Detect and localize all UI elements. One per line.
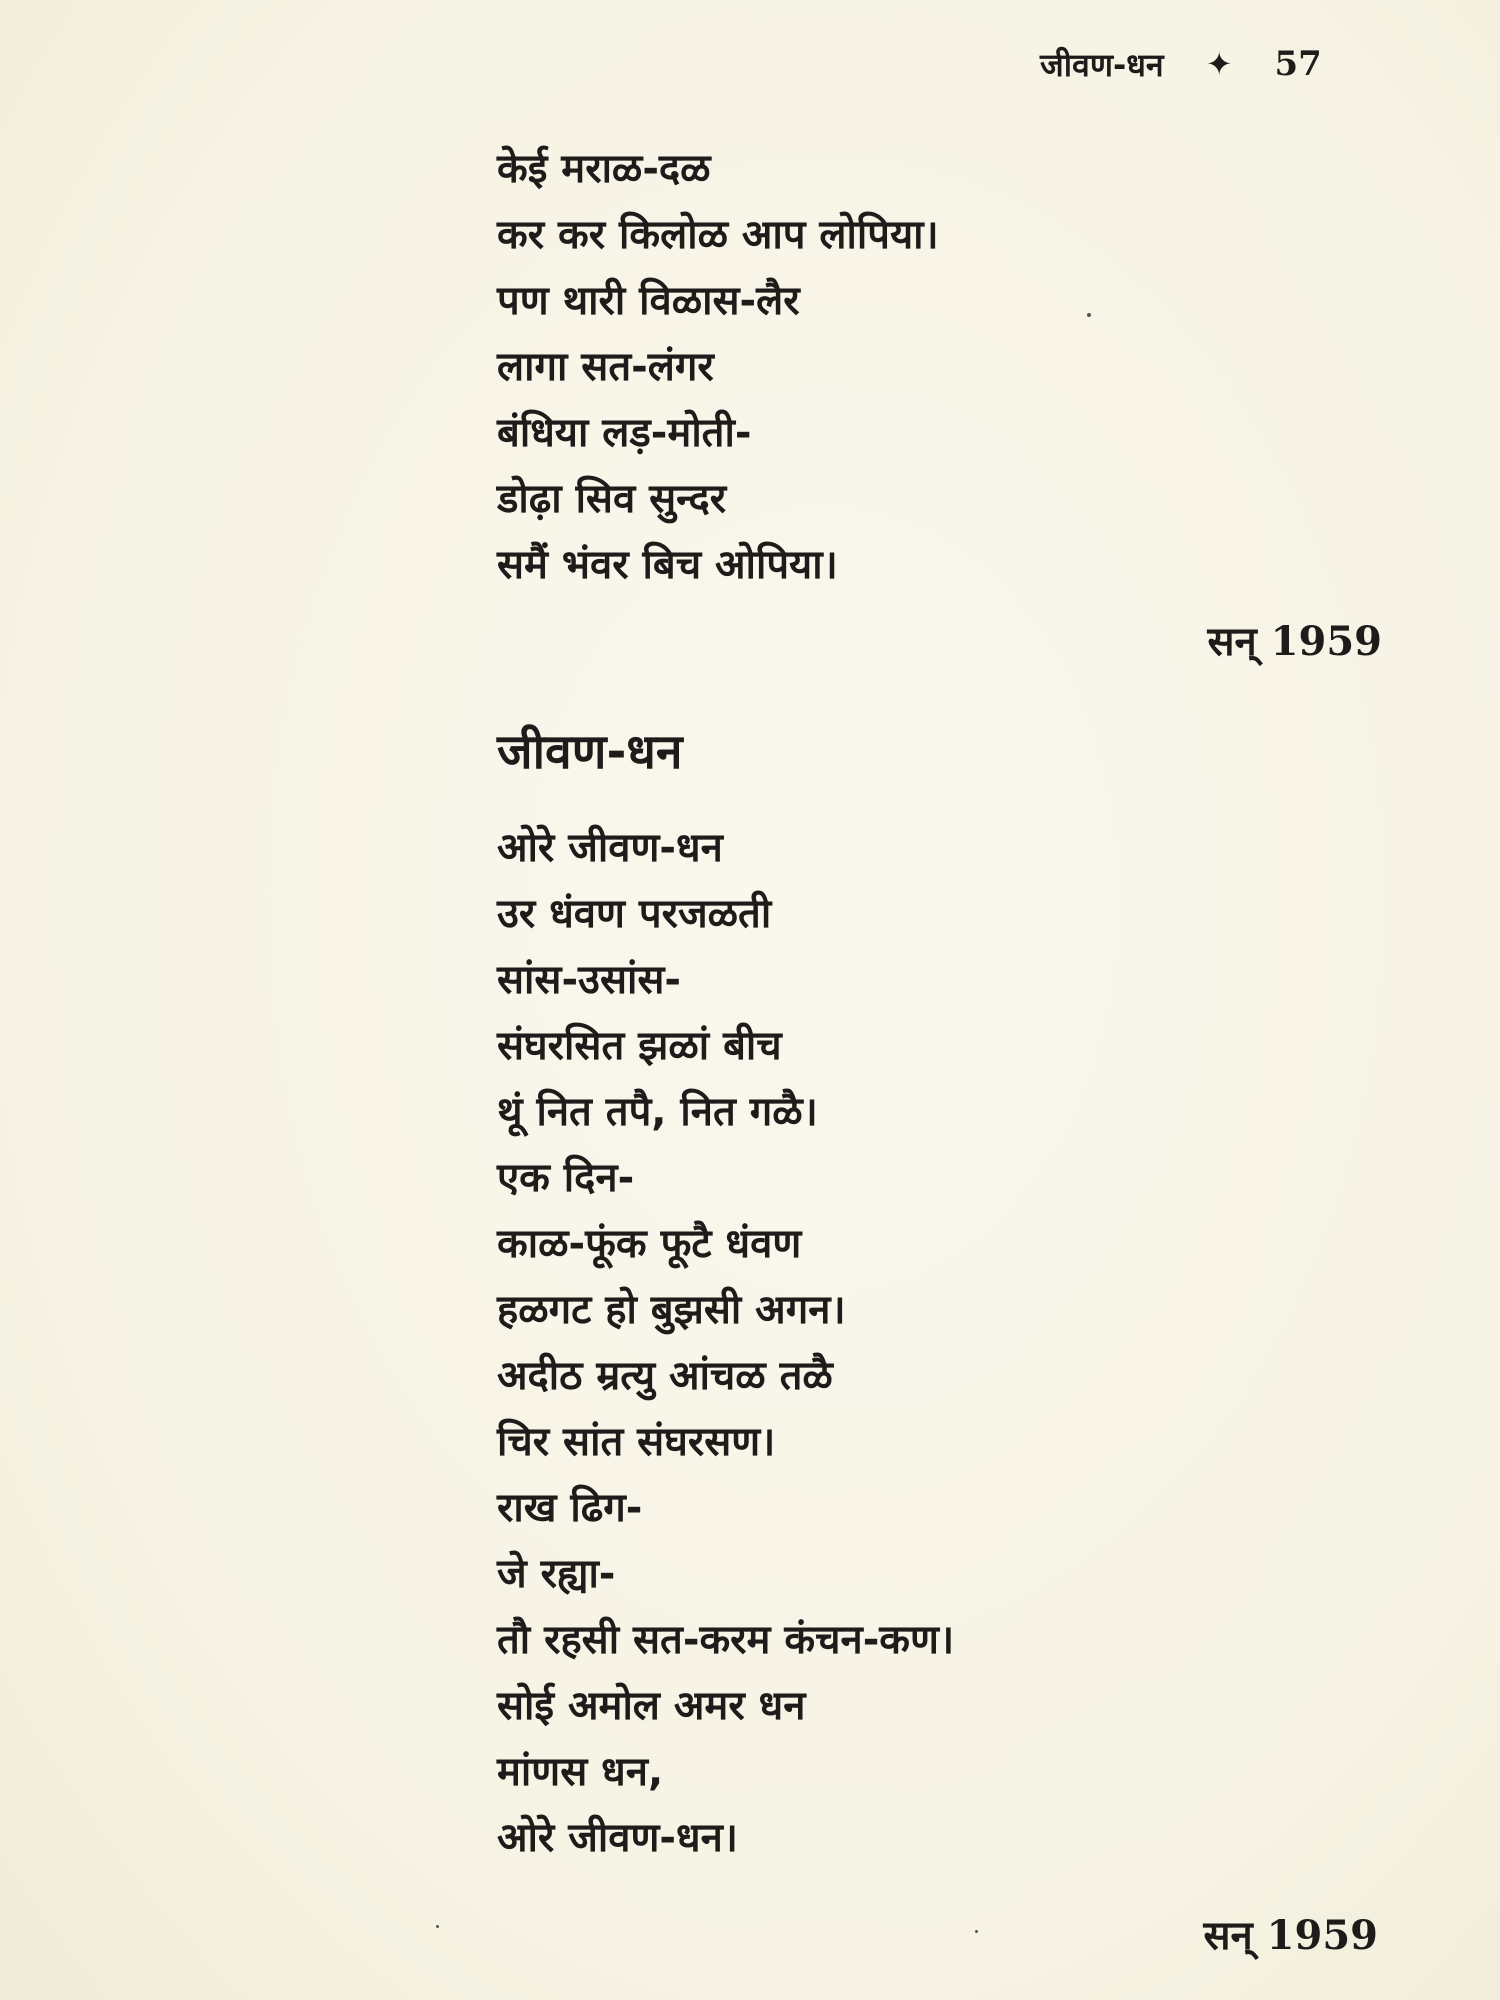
poem-line: बंधिया लड़-मोती-	[497, 410, 752, 456]
poem-line: मांणस धन,	[497, 1749, 664, 1795]
poem-body	[497, 815, 954, 1871]
poem-line: थूं नित तपै, नित गळै।	[497, 1089, 818, 1135]
star-ornament-icon: ✦	[1205, 45, 1233, 83]
poem-line: ओरे जीवण-धन।	[497, 1815, 738, 1861]
page-number: 57	[1274, 44, 1322, 84]
poem-line: जे रह्या-	[497, 1551, 616, 1597]
poem-title: जीवण-धन	[497, 724, 683, 780]
poem-line: पण थारी विळास-लैर	[497, 278, 800, 324]
poem-line: लागा सत-लंगर	[497, 344, 714, 390]
previous-poem-ending	[497, 136, 939, 598]
poem-line: अदीठ म्रत्यु आंचळ तळै	[497, 1353, 833, 1399]
poem-line: समैं भंवर बिच ओपिया।	[497, 542, 838, 588]
poem-line: संघरसित झळां बीच	[497, 1023, 782, 1069]
poem-line: कर कर किलोळ आप लोपिया।	[497, 212, 939, 258]
poem-line: डोढ़ा सिव सुन्दर	[497, 476, 727, 522]
poem-line: ओरे जीवण-धन	[497, 825, 723, 871]
poem-line: तौ रहसी सत-करम कंचन-कण।	[497, 1617, 955, 1663]
poem-line: हळगट हो बुझसी अगन।	[497, 1287, 846, 1333]
poem-line: सोई अमोल अमर धन	[497, 1683, 806, 1729]
poem-line: केई मराळ-दळ	[497, 146, 711, 192]
previous-poem-date: सन् 1959	[1207, 618, 1382, 665]
paper-speck	[1087, 313, 1091, 317]
poem-date: सन् 1959	[1203, 1912, 1378, 1959]
poem-line: एक दिन-	[497, 1155, 635, 1201]
poem-line: सांस-उसांस-	[497, 957, 682, 1003]
poem-line: उर धंवण परजळती	[497, 891, 772, 937]
paper-speck	[436, 1925, 439, 1928]
poem-line: राख ढिग-	[497, 1485, 643, 1531]
paper-speck	[975, 1930, 978, 1933]
poem-line: चिर सांत संघरसण।	[497, 1419, 776, 1465]
page-header	[1040, 42, 1400, 86]
running-title: जीवण-धन	[1040, 45, 1164, 84]
poem-line: काळ-फूंक फूटै धंवण	[497, 1221, 802, 1267]
